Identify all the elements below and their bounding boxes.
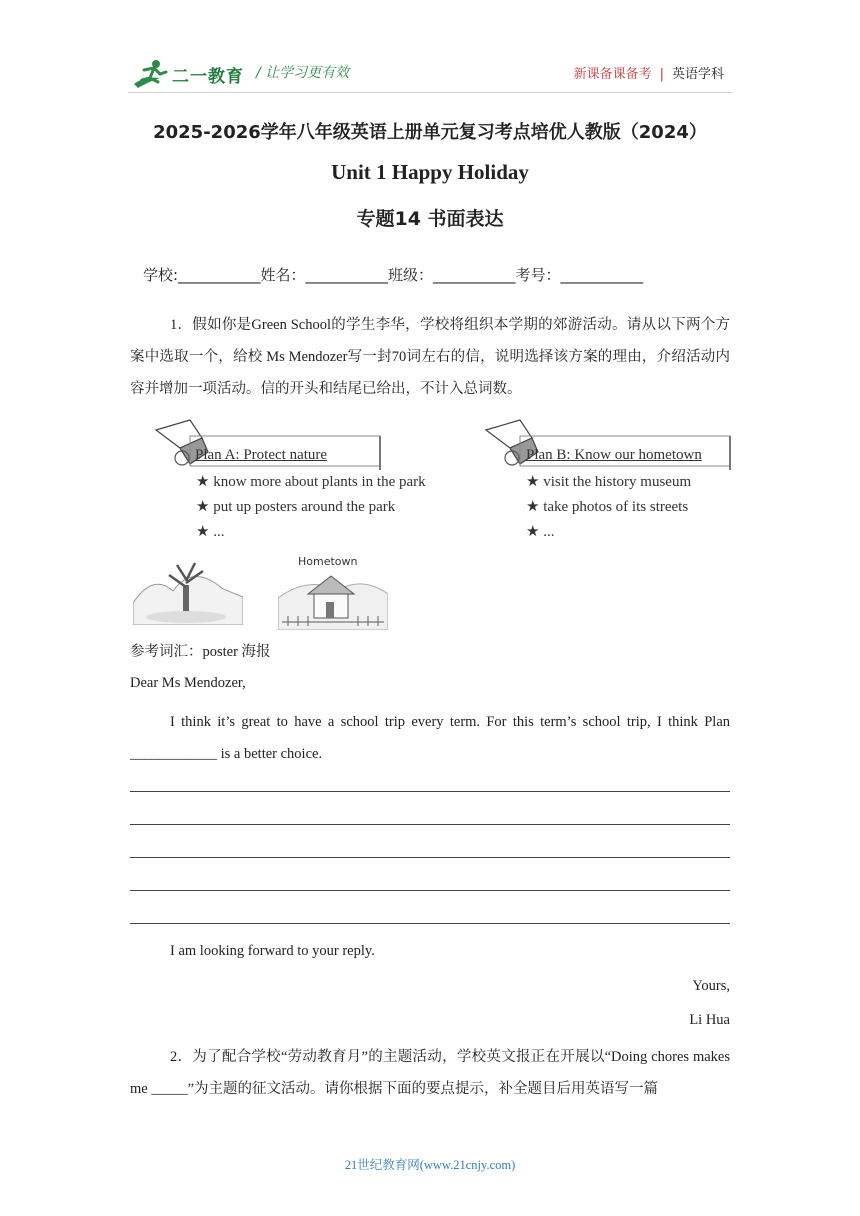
header-right — [574, 63, 724, 82]
plan-a-title: Plan A: Protect nature — [195, 447, 328, 463]
plan-a-item-3: ★ ... — [196, 524, 225, 540]
plan-b-title: Plan B: Know our hometown — [526, 447, 702, 463]
plan-a-item-2: ★ put up posters around the park — [196, 499, 396, 515]
answer-line-4[interactable] — [130, 890, 730, 891]
letter-greeting: Dear Ms Mendozer, — [130, 675, 246, 691]
answer-line-2[interactable] — [130, 824, 730, 825]
hometown-label: Hometown — [298, 555, 358, 568]
slogan: / 让学习更有效 — [256, 65, 350, 81]
page-title: 2025-2026学年八年级英语上册单元复习考点培优人教版（2024） — [153, 122, 707, 143]
question-1-prompt: 1．假如你是Green School的学生李华，学校将组织本学期的郊游活动。请从以下两个方案中选取一个，给校 Ms Mendozer写一封70词左右的信，说明选择该方案的理由，介绍活动内容并增加一项活动。信的开头和结尾已给出，不计入总词数。 — [130, 317, 730, 397]
header-course: 新课备课备考 — [573, 67, 652, 82]
logo-text: 二一教育 — [172, 67, 244, 87]
answer-line-1[interactable] — [130, 791, 730, 792]
plan-b-item-2: ★ take photos of its streets — [526, 499, 689, 515]
nature-tree-illustration — [133, 553, 243, 625]
unit-title: Unit 1 Happy Holiday — [331, 160, 529, 184]
letter-yours: Yours, — [692, 978, 730, 994]
plan-b-item-3: ★ ... — [526, 524, 555, 540]
hometown-house-illustration — [278, 568, 388, 630]
header-subject: 英语学科 — [671, 67, 724, 82]
vocabulary-note: 参考词汇：poster 海报 — [130, 644, 271, 660]
student-info-line: 学校:___________姓名：___________班级：___________考号：___________ — [143, 266, 644, 284]
header-divider — [128, 92, 732, 93]
pin-tape-icon — [480, 418, 740, 474]
answer-line-3[interactable] — [130, 857, 730, 858]
header-separator: | — [659, 67, 664, 82]
pin-tape-icon — [150, 418, 390, 474]
plan-b-item-1: ★ visit the history museum — [526, 474, 692, 490]
runner-logo-icon — [130, 58, 174, 90]
question-2-prompt: 2．为了配合学校“劳动教育月”的主题活动，学校英文报正在开展以“Doing chores makes me _____”为主题的征文活动。请你根据下面的要点提示，补全题目后用英语写一篇 — [130, 1049, 730, 1097]
letter-opening: I think it’s great to have a school trip every term. For this term’s school trip, I think Plan ____________ is a better choice. — [130, 714, 730, 762]
topic-title: 专题14 书面表达 — [356, 208, 504, 230]
plan-a-card — [150, 418, 470, 548]
plan-a-item-1: ★ know more about plants in the park — [196, 474, 426, 490]
answer-line-5[interactable] — [130, 923, 730, 924]
footer-source: 21世纪教育网(www.21cnjy.com) — [344, 1158, 516, 1172]
plan-b-card — [480, 418, 750, 548]
letter-closing: I am looking forward to your reply. — [170, 943, 375, 959]
letter-signature: Li Hua — [689, 1012, 730, 1028]
